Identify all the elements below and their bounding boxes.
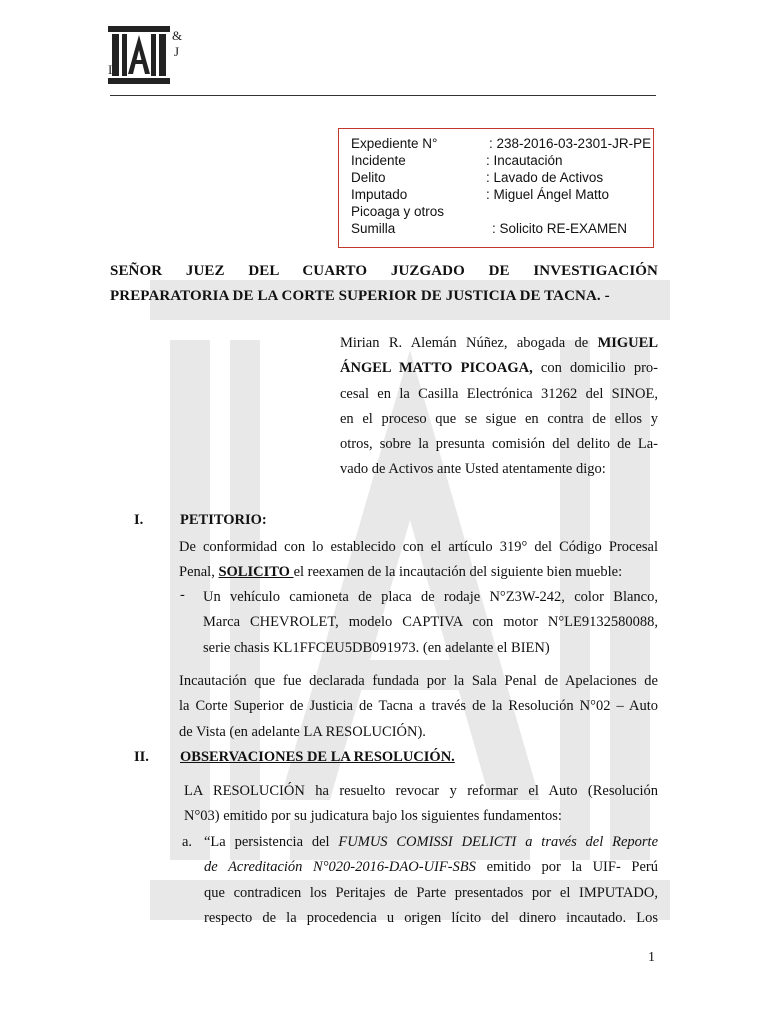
intro-line [340,331,658,356]
quoted-ground-a [204,830,658,931]
paragraph-line: de Vista (en adelante LA RESOLUCIÓN). [179,723,426,740]
case-label: Delito [351,170,386,185]
italic-text: de Acreditación N°020-2016-DAO-UIF-SBS [204,859,476,876]
paragraph-line: N°03) emitido por su judicatura bajo los siguientes fundamentos: [184,808,562,825]
heading-line: SEÑOR JUEZ DEL CUARTO JUZGADO DE INVESTIGACIÓN [110,263,658,279]
case-info-box [338,128,654,248]
paragraph-line: De conformidad con lo establecido con el artículo 319° del Código Procesal [179,539,658,555]
columns-logo-icon [108,26,170,84]
text: Mirian R. Alemán Núñez, abogada de [340,335,598,351]
case-value: : Incautación [486,153,563,168]
case-label: Imputado [351,187,408,202]
section-number: I. [134,512,144,528]
heading-line: PREPARATORIA DE LA CORTE SUPERIOR DE JUSTICIA DE TACNA. - [110,288,610,304]
list-marker: a. [182,834,193,850]
intro-line [340,356,658,381]
logo-letter: & [172,28,183,43]
case-value: : Miguel Ángel Matto [486,187,610,202]
intro-line: vado de Activos ante Usted atentamente digo: [340,461,606,478]
bullet-mark: - [180,587,185,603]
section-title: OBSERVACIONES DE LA RESOLUCIÓN. [180,749,455,765]
case-label: Picoaga y otros [351,204,445,219]
intro-line: otros, sobre la presunta comisión del delito de La- [340,436,658,453]
intro-line: en el proceso que se sigue en contra de ellos y [340,410,658,427]
case-label: Sumilla [351,221,396,236]
paragraph-line: serie chasis KL1FFCEU5DB091973. (en adelante el BIEN) [203,639,550,656]
case-value: : 238-2016-03-2301-JR-PE [489,136,652,151]
text: Penal, [179,564,219,581]
vehicle-description [203,585,658,661]
addressee-heading [110,259,658,309]
petition-paragraph [179,535,658,586]
section-title: PETITORIO: [180,512,267,528]
logo-letter: I [108,62,113,77]
paragraph-line [204,855,658,880]
seizure-paragraph [179,669,658,745]
paragraph-line: Incautación que fue declarada fundada por la Sala Penal de Apelaciones de [179,673,658,689]
case-label: Expediente N° [351,136,438,151]
text: el reexamen de la incautación del siguiente bien mueble: [293,564,623,581]
page-number: 1 [648,950,655,965]
paragraph-line: Marca CHEVROLET, modelo CAPTIVA con motor N°LE9132580088, [203,614,658,631]
paragraph-line: que contradicen los Peritajes de Parte presentados por el IMPUTADO, [204,884,658,901]
text: “La persistencia del [204,834,339,850]
request-keyword: SOLICITO [218,564,294,581]
institution-logo [108,26,188,86]
intro-line: cesal en la Casilla Electrónica 31262 del SINOE, [340,385,658,402]
paragraph-line: LA RESOLUCIÓN ha resuelto revocar y reformar el Auto (Resolución [184,783,658,799]
observations-paragraph [184,779,658,830]
section-number: II. [134,749,149,765]
case-value: : Solicito RE-EXAMEN [492,221,628,236]
paragraph-line: la Corte Superior de Justicia de Tacna a través de la Resolución N°02 – Auto [179,698,658,715]
text: con domicilio pro- [532,360,658,377]
intro-paragraph [340,331,658,483]
italic-text: FUMUS COMISSI DELICTI a través del Reporte [338,834,659,850]
paragraph-line [204,830,658,855]
case-label: Incidente [351,153,406,168]
logo-letter: J [174,44,180,59]
paragraph-line [179,560,658,585]
client-name: ÁNGEL MATTO PICOAGA, [340,360,533,377]
case-value: : Lavado de Activos [486,170,604,185]
paragraph-line: Un vehículo camioneta de placa de rodaje N°Z3W-242, color Blanco, [203,589,658,605]
header-rule [110,95,656,96]
text: emitido por la UIF- Perú [475,859,658,876]
client-name: MIGUEL [597,335,658,351]
paragraph-line: respecto de la procedencia u origen lícito del dinero incautado. Los [204,909,658,926]
